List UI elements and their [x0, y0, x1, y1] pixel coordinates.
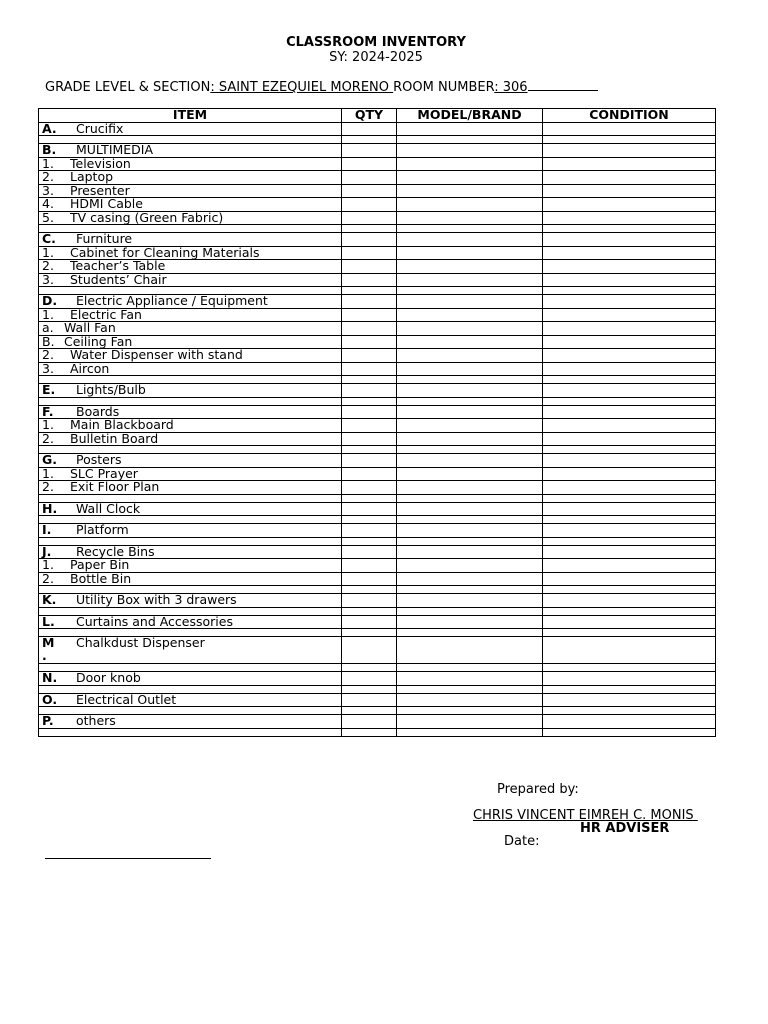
table-row	[39, 454, 716, 468]
sub-number: 2.	[42, 480, 54, 494]
table-row	[39, 246, 716, 260]
sub-number: 1.	[42, 418, 54, 432]
sub-label: HDMI Cable	[70, 197, 143, 211]
grade-section-line	[45, 78, 598, 95]
sub-label: Students’ Chair	[70, 273, 167, 287]
table-row	[39, 594, 716, 608]
sub-number: 2.	[42, 432, 54, 446]
item-label: Boards	[76, 405, 120, 419]
table-row	[39, 432, 716, 446]
table-row	[39, 384, 716, 398]
item-letter: H.	[42, 502, 58, 516]
item-letter: M .	[42, 636, 55, 663]
col-model-brand: MODEL/BRAND	[397, 109, 543, 123]
table-row	[39, 184, 716, 198]
item-label: Recycle Bins	[76, 545, 155, 559]
item-letter: K.	[42, 593, 57, 607]
item-letter: F.	[42, 405, 54, 419]
table-row	[39, 157, 716, 171]
item-letter: G.	[42, 453, 58, 467]
sub-number: 1.	[42, 558, 54, 572]
table-row	[39, 559, 716, 573]
item-letter: D.	[42, 294, 58, 308]
school-year: SY: 2024-2025	[329, 50, 423, 65]
prepared-by-label: Prepared by:	[497, 782, 579, 797]
table-row	[39, 419, 716, 433]
item-letter: J.	[42, 545, 52, 559]
table-row	[39, 273, 716, 287]
sub-number: 1.	[42, 157, 54, 171]
table-row	[39, 481, 716, 495]
item-label: Curtains and Accessories	[76, 615, 233, 629]
sub-label: Ceiling Fan	[64, 335, 133, 349]
table-row	[39, 233, 716, 247]
table-row	[39, 198, 716, 212]
item-label: Crucifix	[76, 122, 124, 136]
item-letter: P.	[42, 714, 54, 728]
item-letter: E.	[42, 383, 56, 397]
table-row	[39, 637, 716, 664]
sub-number: B.	[42, 335, 55, 349]
table-row	[39, 349, 716, 363]
item-label: Electric Appliance / Equipment	[76, 294, 268, 308]
sub-label: Teacher’s Table	[70, 259, 166, 273]
sub-number: 2.	[42, 572, 54, 586]
item-label: Door knob	[76, 671, 141, 685]
sub-label: Paper Bin	[70, 558, 130, 572]
table-row	[39, 502, 716, 516]
table-row	[39, 122, 716, 136]
sub-label: Wall Fan	[64, 321, 116, 335]
sub-label: Cabinet for Cleaning Materials	[70, 246, 260, 260]
table-row	[39, 467, 716, 481]
sub-number: 1.	[42, 246, 54, 260]
table-row	[39, 572, 716, 586]
table-row	[39, 672, 716, 686]
item-letter: A.	[42, 122, 57, 136]
room-underline	[528, 78, 598, 91]
sub-label: SLC Prayer	[70, 467, 138, 481]
table-row	[39, 545, 716, 559]
grade-value: : SAINT EZEQUIEL MORENO	[210, 80, 394, 95]
item-label: others	[76, 714, 116, 728]
sub-label: Exit Floor Plan	[70, 480, 160, 494]
sub-number: a.	[42, 321, 54, 335]
item-letter: C.	[42, 232, 56, 246]
item-letter: I.	[42, 523, 52, 537]
item-letter: L.	[42, 615, 55, 629]
table-row	[39, 524, 716, 538]
room-label: ROOM NUMBER	[393, 80, 495, 95]
item-label: Wall Clock	[76, 502, 141, 516]
table-row	[39, 144, 716, 158]
sub-label: Aircon	[70, 362, 110, 376]
table-header-row	[39, 109, 716, 123]
col-item: ITEM	[39, 109, 342, 123]
table-row	[39, 693, 716, 707]
room-value: : 306	[494, 80, 528, 95]
sub-label: TV casing (Green Fabric)	[70, 211, 224, 225]
table-row	[39, 715, 716, 729]
item-label: Chalkdust Dispenser	[76, 636, 205, 650]
sub-label: Bottle Bin	[70, 572, 132, 586]
col-condition: CONDITION	[543, 109, 716, 123]
adviser-role: HR ADVISER	[580, 821, 670, 836]
sub-label: Bulletin Board	[70, 432, 159, 446]
sub-label: Laptop	[70, 170, 114, 184]
sub-number: 4.	[42, 197, 54, 211]
inventory-table	[38, 108, 716, 737]
sub-number: 1.	[42, 308, 54, 322]
table-row	[39, 362, 716, 376]
sub-number: 5.	[42, 211, 54, 225]
item-label: Lights/Bulb	[76, 383, 146, 397]
item-label: Electrical Outlet	[76, 693, 177, 707]
signature-line	[45, 858, 211, 859]
sub-number: 1.	[42, 467, 54, 481]
sub-number: 3.	[42, 184, 54, 198]
sub-label: Main Blackboard	[70, 418, 174, 432]
item-label: Platform	[76, 523, 129, 537]
sub-label: Electric Fan	[70, 308, 142, 322]
grade-label: GRADE LEVEL & SECTION	[45, 80, 211, 95]
table-row	[39, 295, 716, 309]
table-row	[39, 335, 716, 349]
table-row	[39, 260, 716, 274]
item-label: Utility Box with 3 drawers	[76, 593, 237, 607]
date-label: Date:	[504, 834, 540, 849]
item-label: Posters	[76, 453, 122, 467]
table-row	[39, 322, 716, 336]
item-letter: B.	[42, 143, 57, 157]
item-label: MULTIMEDIA	[76, 143, 154, 157]
item-letter: O.	[42, 693, 58, 707]
adviser-name: CHRIS VINCENT EIMREH C. MONIS	[473, 808, 698, 823]
table-row	[39, 308, 716, 322]
table-row	[39, 615, 716, 629]
sub-label: Television	[70, 157, 131, 171]
table-row	[39, 405, 716, 419]
sub-label: Presenter	[70, 184, 130, 198]
sub-number: 3.	[42, 273, 54, 287]
item-letter: N.	[42, 671, 58, 685]
page-title: CLASSROOM INVENTORY	[286, 35, 466, 50]
table-row	[39, 211, 716, 225]
col-qty: QTY	[342, 109, 397, 123]
sub-label: Water Dispenser with stand	[70, 348, 243, 362]
sub-number: 2.	[42, 348, 54, 362]
table-row	[39, 171, 716, 185]
sub-number: 3.	[42, 362, 54, 376]
item-label: Furniture	[76, 232, 133, 246]
sub-number: 2.	[42, 170, 54, 184]
sub-number: 2.	[42, 259, 54, 273]
